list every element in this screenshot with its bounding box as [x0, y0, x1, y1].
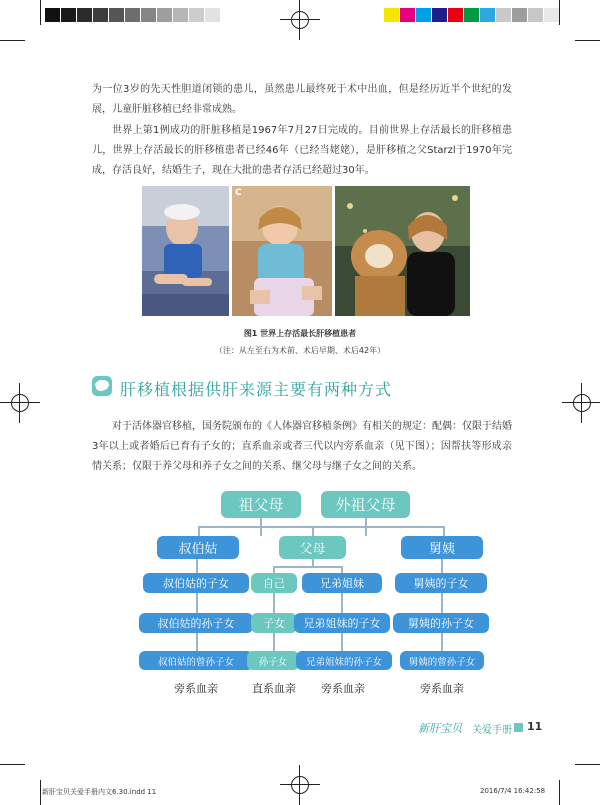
photo-42-years-post-op [335, 186, 470, 316]
node-siblings: 兄弟姐妹 [302, 573, 382, 593]
node-parents: 父母 [279, 536, 346, 559]
node-col3-row3: 兄弟姐妹的孙子女 [296, 651, 392, 670]
section-title: 肝移植根据供肝来源主要有两种方式 [120, 380, 393, 399]
figure-note: （注：从左至右为术前、术后早期、术后42年） [214, 346, 386, 355]
registration-mark-bottom [280, 765, 320, 805]
photo-before-surgery [142, 186, 229, 316]
node-paternal-grandparents: 祖父母 [221, 491, 301, 518]
figure-caption: 图1 世界上存活最长肝移植患者 [243, 329, 357, 338]
node-maternal-uncles-aunts: 舅姨 [401, 536, 483, 559]
node-col1-row2: 叔伯姑的孙子女 [139, 613, 253, 633]
node-col4-row2: 舅姨的孙子女 [393, 613, 489, 633]
node-paternal-uncles-aunts: 叔伯姑 [157, 536, 239, 559]
node-col4-row3: 舅姨的曾孙子女 [400, 651, 484, 670]
node-maternal-grandparents: 外祖父母 [321, 491, 410, 518]
node-col1-row3: 叔伯姑的曾孙子女 [139, 651, 253, 670]
node-self: 自己 [251, 573, 297, 593]
footer-page-square [514, 723, 523, 732]
registration-mark-right [562, 383, 600, 423]
label-collateral-3: 旁系血亲 [420, 682, 464, 695]
photo-early-post-op [232, 186, 332, 316]
node-grandchildren: 孙子女 [247, 651, 299, 670]
footer-brand: 新肝宝贝 [418, 722, 462, 735]
label-collateral-1: 旁系血亲 [174, 682, 218, 695]
node-col3-row2: 兄弟姐妹的子女 [294, 613, 390, 633]
intro-paragraph: 为一位3岁的先天性胆道闭锁的患儿，虽然患儿最终死于术中出血，但是经历近半个世纪的发展，儿童肝脏移植已经非常成熟。 [92, 84, 512, 115]
file-info: 新肝宝贝关爱手册内文6.30.indd 11 [42, 788, 157, 796]
registration-mark-left [0, 383, 40, 423]
page-number: 11 [527, 720, 543, 733]
label-collateral-2: 旁系血亲 [321, 682, 365, 695]
node-col1-row1: 叔伯姑的子女 [143, 573, 249, 593]
living-donor-paragraph: 对于活体器官移植，国务院颁布的《人体器官移植条例》有相关的规定：配偶：仅限于结婚3年以上或者婚后已育有子女的；直系血亲或者三代以内旁系血亲（见下图）；因帮扶等形成亲情关系；仅限于养父母和养子女之间的关系、继父母与继子女之间的关系。 [92, 421, 512, 472]
label-lineal: 直系血亲 [252, 682, 296, 695]
photo-letter: C [235, 188, 242, 198]
registration-mark-top [280, 0, 320, 40]
liver-icon [92, 376, 112, 396]
first-transplant-paragraph: 世界上第1例成功的肝脏移植是1967年7月27日完成的。目前世界上存活最长的肝移植患儿，世界上存活最长的肝移植患者已经46年（已经当姥姥），是肝移植之父Starzl于1970年完成，存活良好，结婚生子，现在大批的患者存活已经超过30年。 [92, 125, 512, 176]
node-col4-row1: 舅姨的子女 [395, 573, 487, 593]
footer-handbook: 关爱手册 [472, 725, 512, 736]
timestamp: 2016/7/4 16:42:58 [480, 787, 546, 795]
node-children: 子女 [251, 613, 297, 633]
